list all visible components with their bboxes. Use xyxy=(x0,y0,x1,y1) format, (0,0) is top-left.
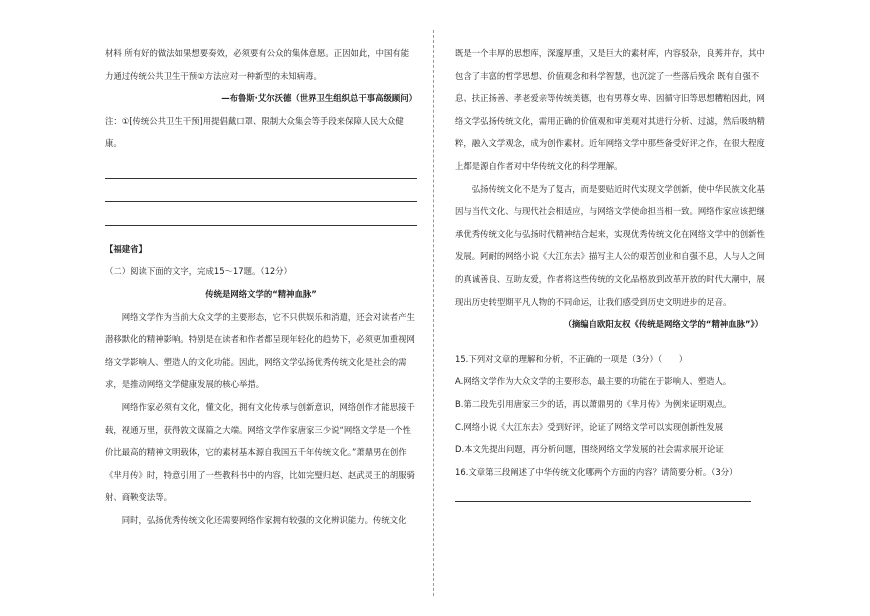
article-paragraph-3-start: 同时，弘扬优秀传统文化还需要网络作家拥有较强的文化辨识能力。传统文化 xyxy=(121,514,407,525)
article-paragraph-3-cont: 既是一个丰厚的思想库，深邃厚重，又是巨大的素材库，内容驳杂，良莠并存，其中包含了丰富的哲学思想、价值观念和科学智慧，也沉淀了一些落后残余 既有自强不息、扶正扬善、孝老爱亲等传统美德，也有男尊女卑、因循守旧等思想糟粕因此，网络文学弘扬传统文化，需用正确的价值观和审美观对其进行分析、过滤，然后吸纳精粹，融入文学观念，成为创作素材。近年网络文学中那些备受好评之作，在很大程度上都是源自作者对中华传统文化的科学理解。 xyxy=(455,48,765,171)
option-a[interactable]: A.网络文学作为大众文学的主要形态，最主要的功能在于影响人、塑造人。 xyxy=(455,376,732,387)
question-16: 16.文章第三段阐述了中华传统文化哪两个方面的内容？请简要分析。（3分） xyxy=(455,466,738,477)
article-paragraph-2: 网络作家必须有文化，懂文化，拥有文化传承与创新意识，网络创作才能思接千载，视通万里，获得敦文谋篇之大端。网络文学作家唐家三少说“网络文学是一个性价比最高的精神文明载体，它的素材基本源自我国五千年传统文化。”萧鼎男在创作《芈月传》时，特意引用了一些教科书中的内容，比如完璧归赵、赵武灵王的胡服骑射、商鞅变法等。 xyxy=(105,401,415,503)
region-label: 【福建省】 xyxy=(105,243,147,254)
article-paragraph-1: 网络文学作为当前大众文学的主要形态，它不只供娱乐和消遣，还会对读者产生潜移默化的精神影响。特别是在读者和作者都呈现年轻化的趋势下，必须更加重视网络文学影响人、塑造人的文化功能。因此，网络文学弘扬优秀传统文化是社会的需求，是推动网络文学健康发展的核心举措。 xyxy=(105,311,415,390)
material-text: 材料 所有好的做法如果想要奏效，必须要有公众的集体意愿。正因如此，中国有能力通过传统公共卫生干预①方法应对一种新型的未知病毒。 xyxy=(105,48,410,81)
spacer xyxy=(455,336,767,348)
column-divider xyxy=(433,30,434,596)
option-b[interactable]: B.第二段先引用唐家三少的话，再以萧鼎男的《芈月传》为例来证明观点。 xyxy=(455,398,732,409)
right-column xyxy=(455,42,767,502)
article-title: 传统是网络文学的“精神血脉” xyxy=(205,288,317,299)
question-15: 15.下列对文章的理解和分析，不正确的一项是（3分）（ ） xyxy=(455,353,688,364)
answer-line-1[interactable] xyxy=(105,155,417,179)
article-paragraph-4: 弘扬传统文化不是为了复古，而是要贴近时代实现文学创新，使中华民族文化基因与当代文化、与现代社会相适应，与网络文学使命担当相一致。网络作家应该把继承优秀传统文化与弘扬时代精神结合起来，实现优秀传统文化在网络文学中的创新性发展。阿耐的网络小说《大江东去》描写主人公的艰苦创业和自强不息，人与人之间的真诚善良、互助友爱，作者将这些传统的文化品格放到改革开放的时代大潮中，展现出历史转型期平凡人物的不同命运，让我们感受到历史文明进步的足音。 xyxy=(455,183,765,307)
answer-line-2[interactable] xyxy=(105,179,417,203)
option-c[interactable]: C.网络小说《大江东去》受到好评，论证了网络文学可以实现创新性发展 xyxy=(455,421,724,432)
article-citation: （摘编自欧阳友权《传统是网络文学的“精神血脉”》） xyxy=(563,319,763,330)
answer-line-3[interactable] xyxy=(105,202,417,226)
spacer xyxy=(105,226,417,238)
material-note: 注：①[传统公共卫生干预]用提倡戴口罩、限制大众集会等手段来保障人民大众健康。 xyxy=(105,115,404,149)
option-d[interactable]: D.本文先提出问题，再分析问题，围绕网络文学发展的社会需求展开论证 xyxy=(455,444,724,455)
material-signature: —布鲁斯·艾尔沃德（世界卫生组织总干事高级顾问） xyxy=(221,93,417,104)
answer-line-q16[interactable] xyxy=(455,483,751,502)
left-column xyxy=(105,42,417,531)
reading-instruction: （二）阅读下面的文字，完成15～17题。（12分） xyxy=(105,266,292,277)
